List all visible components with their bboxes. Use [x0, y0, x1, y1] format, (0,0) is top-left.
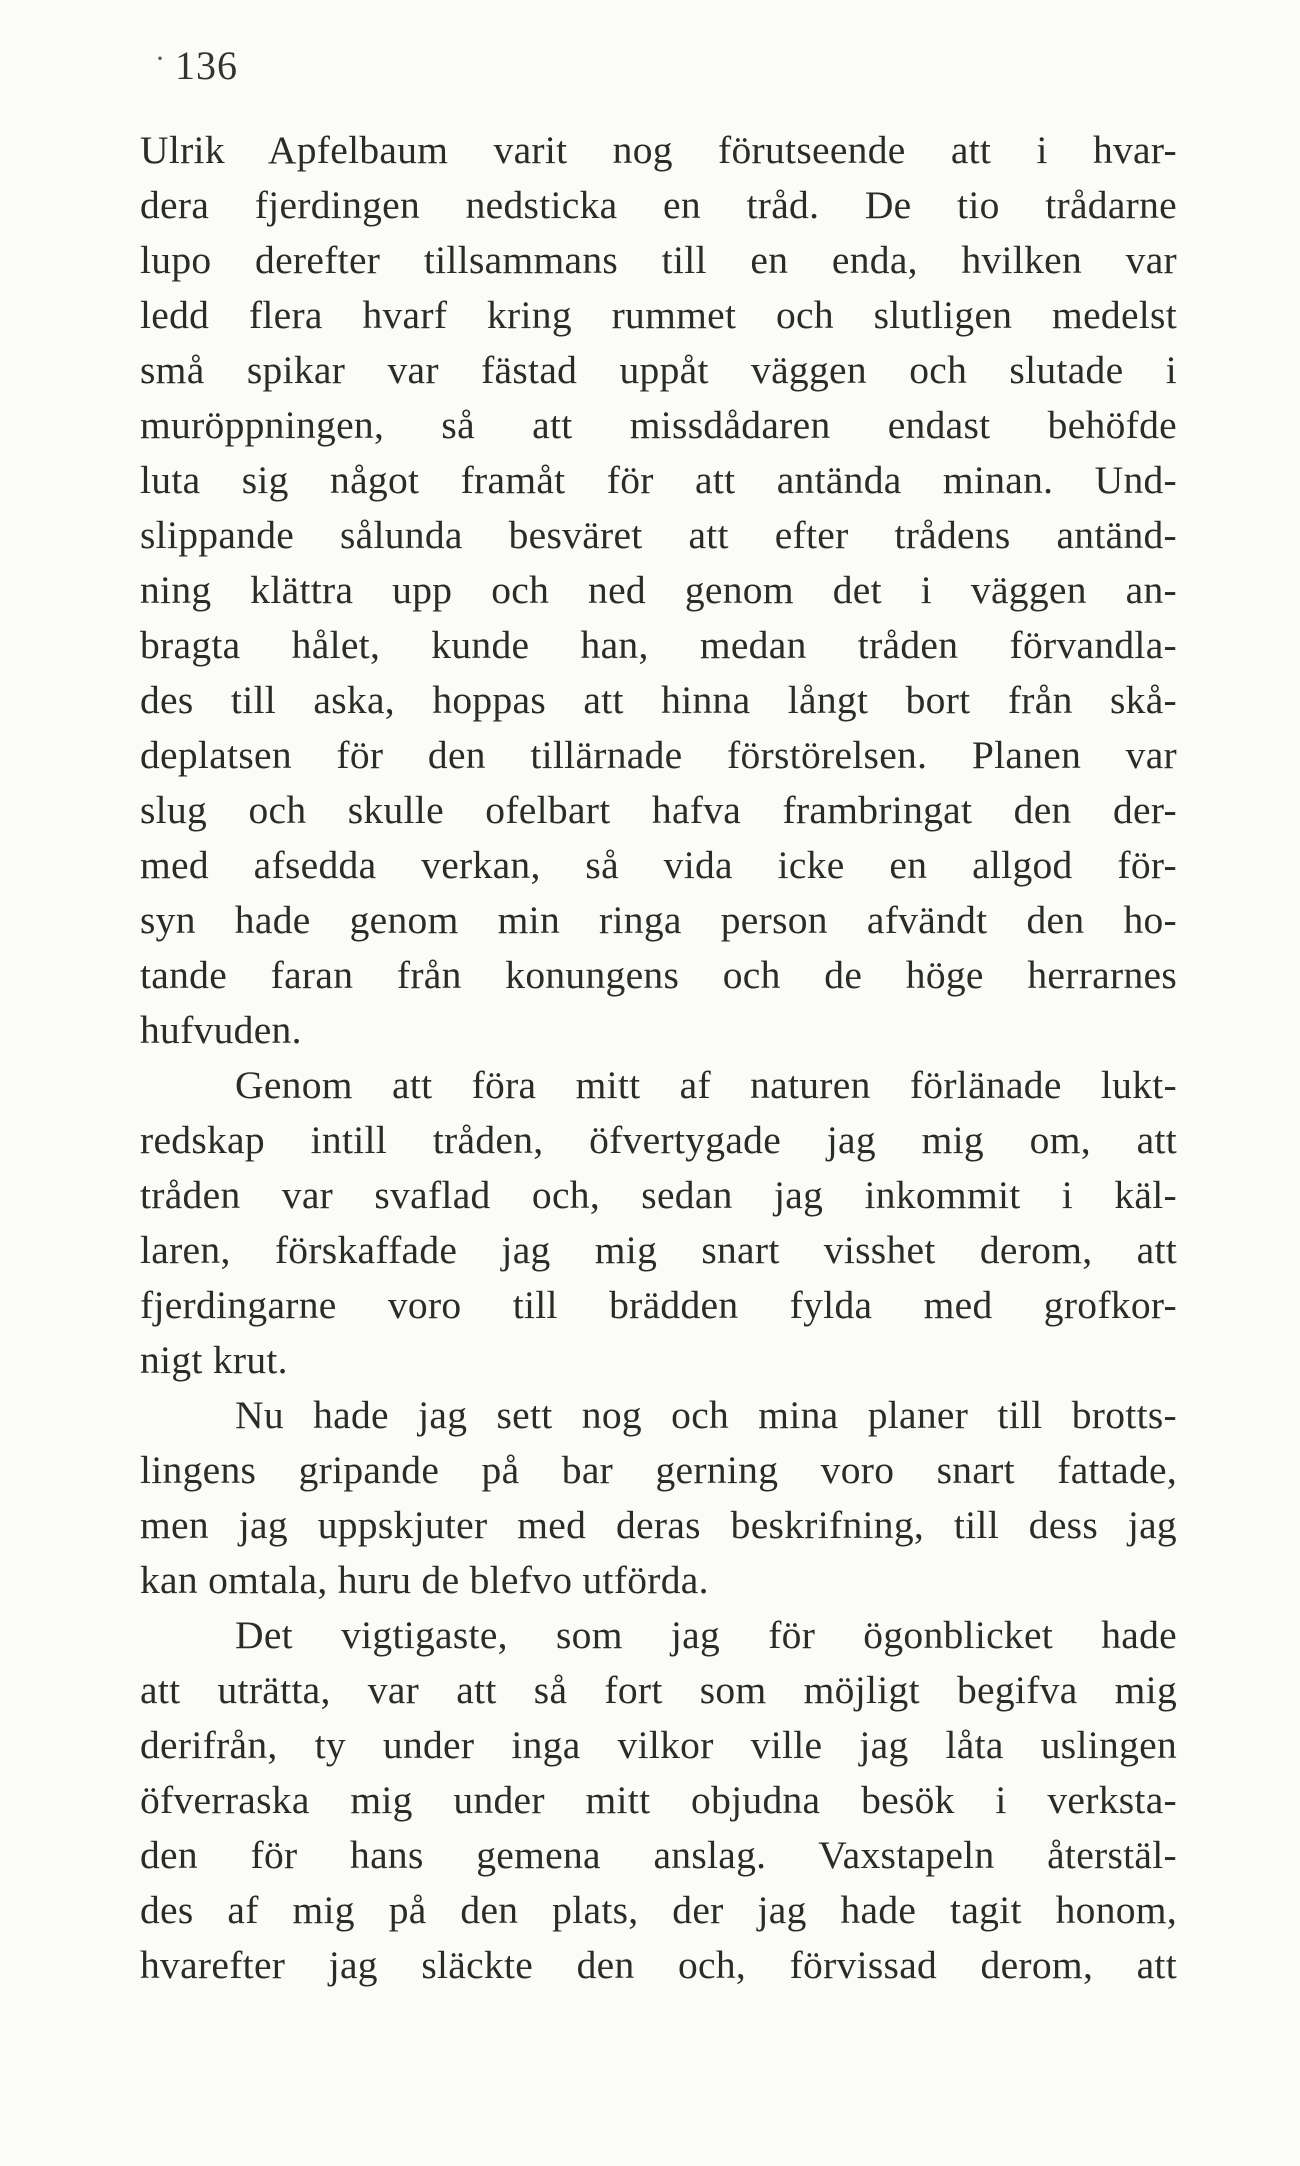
text-line: men jag uppskjuter med deras beskrifning, till dess jag: [140, 1503, 1177, 1547]
text-line: laren, förskaffade jag mig snart visshet derom, att: [140, 1228, 1177, 1272]
text-line: att uträtta, var att så fort som möjligt begifva mig: [140, 1668, 1177, 1712]
text-line: den för hans gemena anslag. Vaxstapeln återstäl-: [140, 1833, 1177, 1877]
text-line: Nu hade jag sett nog och mina planer till brotts-: [235, 1393, 1177, 1437]
page-number: · 136: [175, 42, 238, 89]
text-line: derifrån, ty under inga vilkor ville jag låta uslingen: [140, 1723, 1177, 1767]
text-line: muröppningen, så att missdådaren endast behöfde: [140, 403, 1177, 447]
text-line: ledd flera hvarf kring rummet och slutligen medelst: [140, 293, 1177, 337]
text-line: Ulrik Apfelbaum varit nog förutseende att i hvar-: [140, 128, 1177, 172]
text-line: des till aska, hoppas att hinna långt bort från skå-: [140, 678, 1177, 722]
text-line: deplatsen för den tillärnade förstörelsen. Planen var: [140, 733, 1177, 777]
text-line: lupo derefter tillsammans till en enda, hvilken var: [140, 238, 1177, 282]
text-line: hufvuden.: [140, 1008, 302, 1052]
body-text: [140, 123, 1177, 1993]
text-line: redskap intill tråden, öfvertygade jag mig om, att: [140, 1118, 1177, 1162]
text-line: slippande sålunda besväret att efter trådens antänd-: [140, 513, 1177, 557]
text-line: Genom att föra mitt af naturen förlänade lukt-: [235, 1063, 1177, 1107]
text-line: luta sig något framåt för att antända minan. Und-: [140, 458, 1177, 502]
text-line: med afsedda verkan, så vida icke en allgod för-: [140, 843, 1177, 887]
text-line: dera fjerdingen nedsticka en tråd. De tio trådarne: [140, 183, 1177, 227]
text-line: fjerdingarne voro till brädden fylda med grofkor-: [140, 1283, 1177, 1327]
text-line: Det vigtigaste, som jag för ögonblicket hade: [235, 1613, 1177, 1657]
text-line: ning klättra upp och ned genom det i väggen an-: [140, 568, 1177, 612]
text-line: kan omtala, huru de blefvo utförda.: [140, 1558, 709, 1602]
text-line: bragta hålet, kunde han, medan tråden förvandla-: [140, 623, 1177, 667]
text-line: nigt krut.: [140, 1338, 288, 1382]
text-line: des af mig på den plats, der jag hade tagit honom,: [140, 1888, 1177, 1932]
text-line: små spikar var fästad uppåt väggen och slutade i: [140, 348, 1177, 392]
text-line: tråden var svaflad och, sedan jag inkommit i käl-: [140, 1173, 1177, 1217]
text-line: lingens gripande på bar gerning voro snart fattade,: [140, 1448, 1177, 1492]
text-line: syn hade genom min ringa person afvändt den ho-: [140, 898, 1177, 942]
text-line: slug och skulle ofelbart hafva frambringat den der-: [140, 788, 1177, 832]
text-line: öfverraska mig under mitt objudna besök i verksta-: [140, 1778, 1177, 1822]
text-line: tande faran från konungens och de höge herrarnes: [140, 953, 1177, 997]
text-line: hvarefter jag släckte den och, förvissad derom, att: [140, 1943, 1177, 1987]
